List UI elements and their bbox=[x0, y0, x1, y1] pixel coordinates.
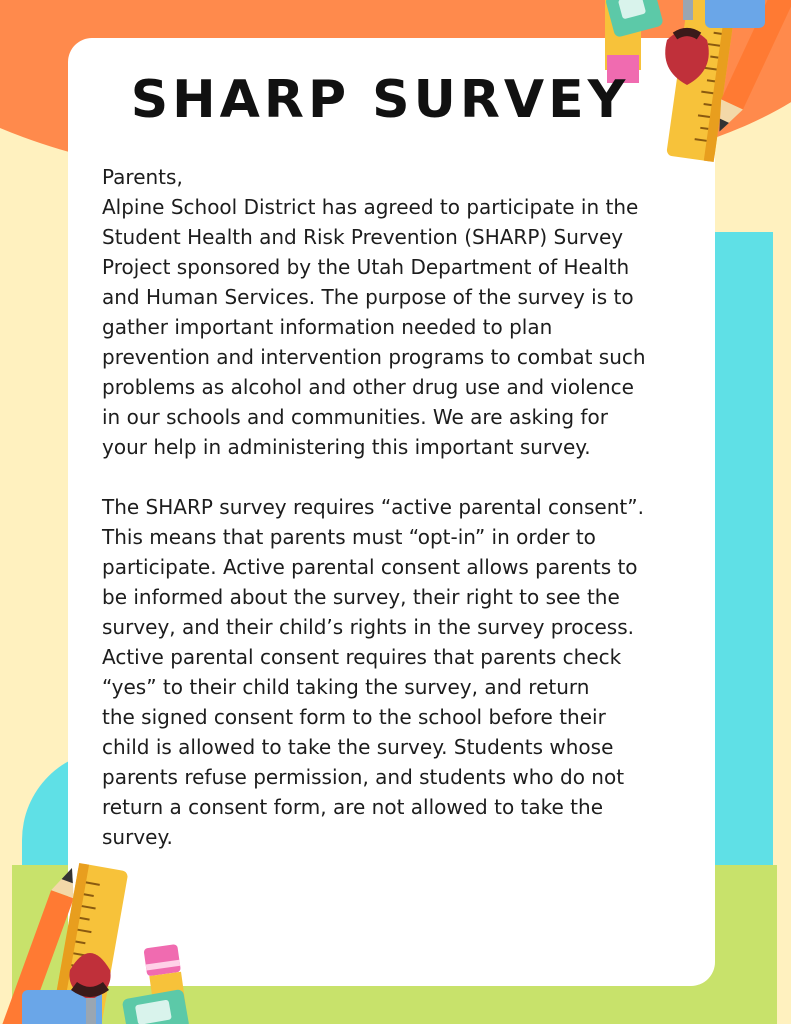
text-line: survey, and their child’s rights in the survey process. bbox=[102, 615, 634, 639]
text-line: in our schools and communities. We are asking for bbox=[102, 405, 608, 429]
text-line: child is allowed to take the survey. Students whose bbox=[102, 735, 614, 759]
text-line: Alpine School District has agreed to participate in the bbox=[102, 195, 639, 219]
text-line: survey. bbox=[102, 825, 173, 849]
text-line: parents refuse permission, and students who do not bbox=[102, 765, 625, 789]
school-supplies-bottom-icon bbox=[0, 860, 200, 1024]
page-title: SHARP SURVEY bbox=[130, 70, 630, 130]
text-line: Student Health and Risk Prevention (SHARP) Survey bbox=[102, 225, 624, 249]
text-line: return a consent form, are not allowed to take the bbox=[102, 795, 603, 819]
text-line: Project sponsored by the Utah Department of Health bbox=[102, 255, 630, 279]
text-line: Parents, bbox=[102, 165, 183, 189]
paragraph-consent bbox=[102, 492, 692, 852]
text-line: prevention and intervention programs to combat such bbox=[102, 345, 646, 369]
paragraph-gap bbox=[102, 462, 692, 492]
text-line: the signed consent form to the school before their bbox=[102, 705, 606, 729]
text-line: “yes” to their child taking the survey, and return bbox=[102, 675, 590, 699]
text-line: participate. Active parental consent allows parents to bbox=[102, 555, 638, 579]
text-line: This means that parents must “opt-in” in order to bbox=[102, 525, 596, 549]
text-line: your help in administering this important survey. bbox=[102, 435, 591, 459]
eraser-icon bbox=[122, 989, 190, 1024]
paragraph-intro bbox=[102, 162, 692, 462]
text-line: gather important information needed to plan bbox=[102, 315, 553, 339]
text-line: Active parental consent requires that parents check bbox=[102, 645, 622, 669]
text-line: and Human Services. The purpose of the survey is to bbox=[102, 285, 634, 309]
letter-body bbox=[102, 162, 692, 852]
text-line: be informed about the survey, their right to see the bbox=[102, 585, 620, 609]
text-line: The SHARP survey requires “active parental consent”. bbox=[102, 495, 644, 519]
text-line: problems as alcohol and other drug use and violence bbox=[102, 375, 634, 399]
